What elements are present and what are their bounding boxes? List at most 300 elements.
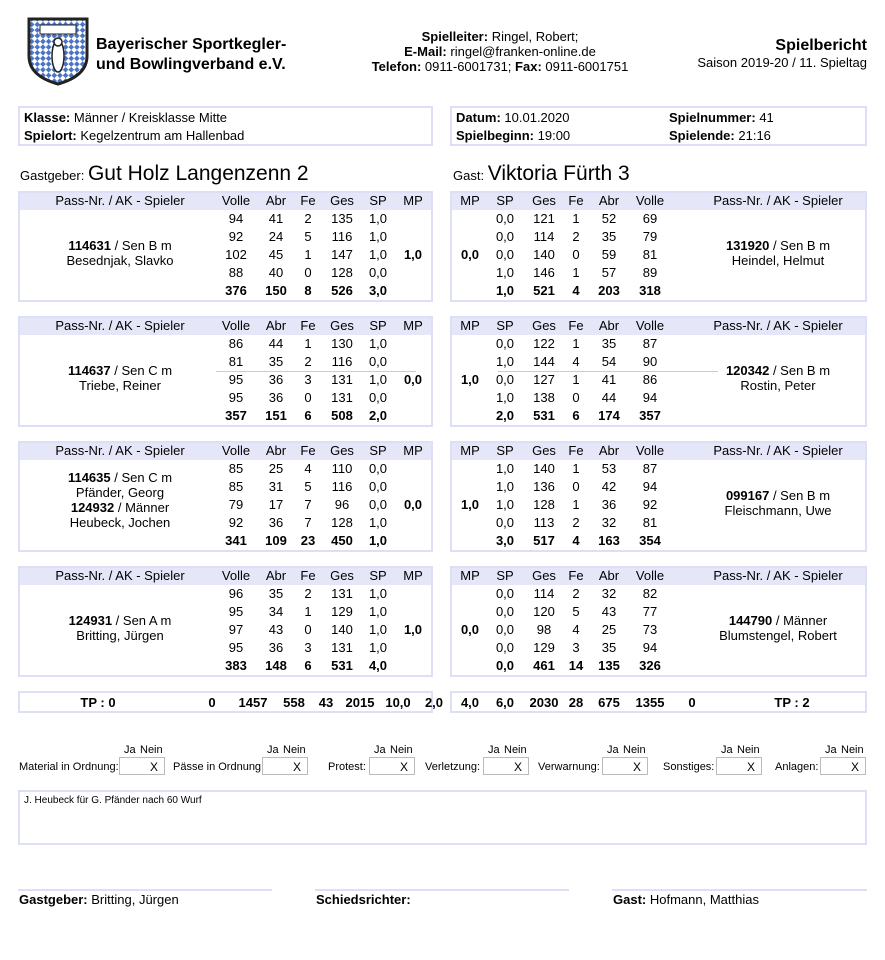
away-mp-value: 0,0 [460, 247, 480, 262]
player-pass-number: 114637 [67, 363, 111, 378]
player-age-class: / Sen B m [769, 488, 831, 503]
score-cell: 32 [601, 515, 617, 530]
away-col-header: MP [460, 443, 480, 458]
score-cell: 146 [533, 265, 555, 280]
player-name: Besednjak, Slavko [66, 253, 174, 268]
score-cell: 116 [331, 479, 353, 494]
player-info [25, 363, 215, 393]
player-info [25, 500, 215, 530]
home-substitution-separator [216, 371, 416, 372]
total-cell: 318 [639, 283, 661, 298]
home-panel-header [20, 443, 431, 460]
check-mark: X [293, 760, 302, 774]
score-cell: 1,0 [495, 479, 515, 494]
away-col-header: Volle [635, 443, 665, 458]
score-cell: 31 [268, 479, 284, 494]
check-box[interactable] [119, 757, 165, 775]
total-cell: 8 [304, 283, 312, 298]
score-cell: 7 [304, 515, 312, 530]
away-col-header: Ges [532, 318, 556, 333]
player-name: Blumstengel, Robert [719, 628, 837, 643]
total-cell: 341 [225, 533, 247, 548]
contact-block [330, 29, 670, 74]
score-cell: 97 [228, 622, 244, 637]
score-cell: 35 [601, 640, 617, 655]
association-name [96, 35, 286, 75]
away-col-header: SP [496, 318, 514, 333]
away-panel-header [452, 193, 865, 210]
home-col-header: Fe [300, 443, 316, 458]
away-col-header: Pass-Nr. / AK - Spieler [713, 443, 843, 458]
score-cell: 130 [331, 336, 353, 351]
score-cell: 43 [601, 604, 617, 619]
total-cell: 383 [225, 658, 247, 673]
player-name: Pfänder, Georg [75, 485, 165, 500]
spielnummer-label: Spielnummer: [669, 110, 756, 125]
score-cell: 102 [225, 247, 247, 262]
score-cell: 4 [572, 622, 580, 637]
score-cell: 0,0 [368, 461, 388, 476]
total-cell: 4 [572, 283, 580, 298]
score-cell: 1,0 [368, 211, 388, 226]
check-ja-header: Ja [267, 744, 279, 756]
score-cell: 138 [533, 390, 555, 405]
score-cell: 82 [642, 586, 658, 601]
info-left-box [18, 106, 433, 146]
email-label: E-Mail: [404, 44, 447, 59]
home-col-header: MP [403, 443, 423, 458]
score-cell: 25 [601, 622, 617, 637]
check-label: Pässe in Ordnung: [173, 761, 265, 773]
player-pass-number: 124932 [70, 500, 115, 515]
away-panel-body [452, 335, 865, 427]
check-label: Anlagen: [775, 761, 819, 773]
score-cell: 131 [331, 372, 353, 387]
home-col-header: Fe [300, 318, 316, 333]
score-cell: 4 [304, 461, 312, 476]
player-age-class: / Sen A m [112, 613, 172, 628]
player-info [25, 470, 215, 500]
score-cell: 94 [642, 640, 658, 655]
away-col-header: Ges [532, 568, 556, 583]
spielende-label: Spielende: [669, 128, 735, 143]
player-pass-line [683, 238, 873, 253]
away-total-value: 0 [688, 695, 696, 710]
player-info [683, 238, 873, 268]
score-cell: 41 [601, 372, 617, 387]
datum-label: Datum: [456, 110, 501, 125]
score-cell: 0,0 [495, 622, 515, 637]
player-pass-line [683, 488, 873, 503]
home-signature-line [18, 889, 272, 891]
home-col-header: SP [369, 568, 387, 583]
score-cell: 3 [304, 640, 312, 655]
home-col-header: SP [369, 193, 387, 208]
home-panel-body [20, 335, 431, 427]
check-label: Verwarnung: [538, 761, 600, 773]
player-pass-number: 120342 [725, 363, 770, 378]
remark-text: J. Heubeck für G. Pfänder nach 60 Wurf [24, 795, 202, 806]
score-cell: 1 [304, 336, 312, 351]
score-cell: 81 [228, 354, 244, 369]
score-cell: 40 [268, 265, 284, 280]
home-col-header: Pass-Nr. / AK - Spieler [55, 443, 185, 458]
score-cell: 17 [268, 497, 284, 512]
total-cell: 3,0 [368, 283, 388, 298]
away-col-header: Volle [635, 193, 665, 208]
total-cell: 461 [533, 658, 555, 673]
score-cell: 87 [642, 461, 658, 476]
score-cell: 0,0 [368, 497, 388, 512]
player-pass-number: 114631 [68, 238, 111, 253]
score-cell: 1,0 [368, 515, 388, 530]
player-age-class: / Sen C m [110, 470, 173, 485]
score-cell: 35 [601, 336, 617, 351]
email-value[interactable]: ringel@franken-online.de [450, 44, 596, 59]
home-col-header: MP [403, 568, 423, 583]
player-info [683, 613, 873, 643]
score-cell: 1 [572, 497, 580, 512]
away-panel-1 [450, 191, 867, 302]
home-col-header: Volle [221, 443, 251, 458]
score-cell: 127 [533, 372, 555, 387]
check-ja-header: Ja [124, 744, 136, 756]
total-cell: 376 [225, 283, 247, 298]
score-cell: 95 [228, 372, 244, 387]
home-panel-body [20, 585, 431, 677]
score-cell: 2 [572, 229, 580, 244]
score-cell: 36 [268, 515, 284, 530]
away-mp-value: 1,0 [460, 497, 480, 512]
total-cell: 526 [331, 283, 353, 298]
player-pass-number: 131920 [725, 238, 770, 253]
total-cell: 4 [572, 533, 580, 548]
score-cell: 92 [228, 515, 244, 530]
score-cell: 42 [601, 479, 617, 494]
total-cell: 326 [639, 658, 661, 673]
away-total-value: 4,0 [460, 695, 480, 710]
score-cell: 2 [304, 586, 312, 601]
score-cell: 34 [268, 604, 284, 619]
association-name-line2: und Bowlingverband e.V. [96, 56, 286, 73]
home-panel-4 [18, 566, 433, 677]
away-panel-header [452, 443, 865, 460]
score-cell: 57 [601, 265, 617, 280]
season-label: Saison 2019-20 / 11. Spieltag [697, 55, 867, 70]
home-signature-label: Gastgeber: [19, 892, 88, 907]
score-cell: 1,0 [495, 461, 515, 476]
check-box[interactable] [369, 757, 415, 775]
home-panel-header [20, 568, 431, 585]
score-cell: 77 [642, 604, 658, 619]
total-cell: 521 [533, 283, 555, 298]
check-box[interactable] [262, 757, 308, 775]
check-box[interactable] [602, 757, 648, 775]
home-panel-header [20, 318, 431, 335]
score-cell: 1,0 [368, 247, 388, 262]
association-name-line1: Bayerischer Sportkegler- [96, 36, 287, 53]
total-cell: 6 [304, 408, 312, 423]
away-col-header: Abr [598, 193, 620, 208]
home-total-value: 558 [283, 695, 305, 710]
score-cell: 25 [268, 461, 284, 476]
referee-signature-label: Schiedsrichter: [316, 892, 411, 907]
home-col-header: Volle [221, 193, 251, 208]
total-cell: 14 [568, 658, 584, 673]
home-col-header: SP [369, 318, 387, 333]
score-cell: 110 [331, 461, 353, 476]
score-cell: 54 [601, 354, 617, 369]
score-cell: 95 [228, 390, 244, 405]
score-cell: 136 [533, 479, 555, 494]
home-team-name: Gut Holz Langenzenn 2 [87, 162, 309, 185]
score-cell: 35 [268, 354, 284, 369]
score-cell: 92 [642, 497, 658, 512]
score-cell: 90 [642, 354, 658, 369]
away-total-value: 2030 [529, 695, 559, 710]
home-col-header: Volle [221, 568, 251, 583]
home-total-value: 0 [208, 695, 216, 710]
player-pass-line [683, 613, 873, 628]
home-total-value: 10,0 [385, 695, 411, 710]
score-cell: 5 [304, 479, 312, 494]
total-cell: 203 [598, 283, 620, 298]
home-col-header: Abr [265, 568, 287, 583]
check-mark: X [633, 760, 642, 774]
score-cell: 121 [533, 211, 555, 226]
away-col-header: MP [460, 318, 480, 333]
score-cell: 45 [268, 247, 284, 262]
score-cell: 1 [572, 461, 580, 476]
check-box[interactable] [483, 757, 529, 775]
score-cell: 44 [268, 336, 284, 351]
check-mark: X [150, 760, 159, 774]
total-cell: 357 [225, 408, 247, 423]
away-col-header: Volle [635, 318, 665, 333]
player-pass-number: 124931 [68, 613, 113, 628]
player-name: Fleischmann, Uwe [724, 503, 832, 518]
score-cell: 79 [642, 229, 658, 244]
score-cell: 94 [228, 211, 244, 226]
away-totals-bar [450, 691, 867, 713]
total-cell: 23 [300, 533, 316, 548]
score-cell: 0,0 [368, 479, 388, 494]
score-cell: 135 [331, 211, 353, 226]
score-cell: 0,0 [495, 336, 515, 351]
home-signature [19, 892, 179, 907]
away-col-header: SP [496, 193, 514, 208]
away-col-header: MP [460, 193, 480, 208]
score-cell: 1 [572, 336, 580, 351]
away-panel-4 [450, 566, 867, 677]
score-cell: 94 [642, 479, 658, 494]
score-cell: 43 [268, 622, 284, 637]
home-col-header: Abr [265, 443, 287, 458]
away-col-header: Fe [568, 318, 584, 333]
check-label: Protest: [328, 761, 366, 773]
score-cell: 24 [268, 229, 284, 244]
home-col-header: Ges [330, 193, 354, 208]
report-title-block [697, 37, 867, 71]
score-cell: 95 [228, 640, 244, 655]
player-age-class: / Männer [114, 500, 170, 515]
home-panel-header [20, 193, 431, 210]
check-box[interactable] [820, 757, 866, 775]
total-cell: 150 [265, 283, 287, 298]
score-cell: 95 [228, 604, 244, 619]
total-cell: 148 [265, 658, 287, 673]
score-cell: 3 [572, 640, 580, 655]
score-cell: 131 [331, 586, 353, 601]
home-col-header: Pass-Nr. / AK - Spieler [55, 318, 185, 333]
total-cell: 163 [598, 533, 620, 548]
score-cell: 0 [304, 265, 312, 280]
home-col-header: Abr [265, 193, 287, 208]
check-ja-header: Ja [488, 744, 500, 756]
total-cell: 354 [639, 533, 661, 548]
score-cell: 85 [228, 479, 244, 494]
score-cell: 86 [642, 372, 658, 387]
total-cell: 1,0 [495, 283, 515, 298]
check-nein-header: Nein [504, 744, 527, 756]
spielnummer-value: 41 [759, 110, 774, 125]
score-cell: 96 [334, 497, 350, 512]
score-cell: 36 [268, 372, 284, 387]
player-age-class: / Sen C m [110, 363, 173, 378]
home-total-value: TP : 0 [80, 695, 116, 710]
score-cell: 114 [533, 229, 555, 244]
player-info [683, 488, 873, 518]
score-cell: 0 [572, 479, 580, 494]
away-panel-2 [450, 316, 867, 427]
total-cell: 2,0 [368, 408, 388, 423]
check-nein-header: Nein [841, 744, 864, 756]
check-mark: X [851, 760, 860, 774]
home-col-header: Fe [300, 568, 316, 583]
score-cell: 1,0 [368, 372, 388, 387]
check-nein-header: Nein [140, 744, 163, 756]
check-mark: X [747, 760, 756, 774]
away-panel-body [452, 460, 865, 552]
score-cell: 7 [304, 497, 312, 512]
away-col-header: Abr [598, 443, 620, 458]
away-total-value: TP : 2 [774, 695, 810, 710]
score-cell: 1 [572, 211, 580, 226]
away-col-header: SP [496, 568, 514, 583]
player-pass-line [683, 363, 873, 378]
player-pass-line [25, 613, 215, 628]
score-cell: 131 [331, 390, 353, 405]
away-panel-header [452, 318, 865, 335]
away-panel-body [452, 210, 865, 302]
report-title: Spielbericht [775, 37, 867, 54]
home-col-header: Fe [300, 193, 316, 208]
score-cell: 1,0 [368, 586, 388, 601]
score-cell: 0 [572, 390, 580, 405]
home-total-value: 1457 [238, 695, 268, 710]
away-total-value: 1355 [635, 695, 665, 710]
check-label: Verletzung: [425, 761, 481, 773]
score-cell: 0,0 [495, 229, 515, 244]
home-col-header: Ges [330, 443, 354, 458]
player-pass-line [25, 363, 215, 378]
score-cell: 52 [601, 211, 617, 226]
home-panel-3 [18, 441, 433, 552]
check-box[interactable] [716, 757, 762, 775]
score-cell: 0,0 [495, 586, 515, 601]
player-info [25, 613, 215, 643]
score-cell: 86 [228, 336, 244, 351]
score-cell: 3 [304, 372, 312, 387]
score-cell: 1 [572, 372, 580, 387]
player-age-class: / Sen B m [110, 238, 172, 253]
score-cell: 1,0 [368, 336, 388, 351]
score-cell: 44 [601, 390, 617, 405]
away-signature-line [612, 889, 867, 891]
score-cell: 85 [228, 461, 244, 476]
score-cell: 1,0 [495, 354, 515, 369]
score-cell: 113 [533, 515, 555, 530]
score-cell: 0,0 [368, 354, 388, 369]
score-cell: 128 [331, 515, 353, 530]
score-cell: 88 [228, 265, 244, 280]
home-team-label: Gastgeber: [20, 168, 85, 183]
score-cell: 1,0 [495, 497, 515, 512]
away-col-header: Abr [598, 568, 620, 583]
remark-box[interactable] [18, 790, 867, 845]
player-pass-number: 099167 [725, 488, 770, 503]
total-cell: 135 [598, 658, 620, 673]
home-col-header: Pass-Nr. / AK - Spieler [55, 193, 185, 208]
player-pass-number: 114635 [67, 470, 111, 485]
player-pass-line [25, 238, 215, 253]
away-panel-header [452, 568, 865, 585]
score-cell: 53 [601, 461, 617, 476]
check-mark: X [400, 760, 409, 774]
away-panel-3 [450, 441, 867, 552]
total-cell: 450 [331, 533, 353, 548]
score-cell: 122 [533, 336, 555, 351]
score-cell: 35 [268, 586, 284, 601]
away-signature [613, 892, 759, 907]
check-label: Material in Ordnung: [19, 761, 119, 773]
score-cell: 128 [533, 497, 555, 512]
total-cell: 151 [265, 408, 287, 423]
total-cell: 3,0 [495, 533, 515, 548]
check-ja-header: Ja [825, 744, 837, 756]
beginn-value: 19:00 [537, 128, 571, 143]
score-cell: 140 [533, 461, 555, 476]
check-ja-header: Ja [607, 744, 619, 756]
score-cell: 98 [536, 622, 552, 637]
score-cell: 0,0 [495, 604, 515, 619]
away-col-header: Pass-Nr. / AK - Spieler [713, 568, 843, 583]
home-mp-value: 0,0 [403, 372, 423, 387]
score-cell: 0,0 [368, 265, 388, 280]
fax-label: Fax: [515, 59, 542, 74]
score-cell: 1,0 [368, 604, 388, 619]
away-col-header: Ges [532, 443, 556, 458]
total-cell: 174 [598, 408, 620, 423]
home-team-heading [20, 162, 309, 186]
beginn-label: Spielbeginn: [456, 128, 534, 143]
player-pass-number: 144790 [728, 613, 773, 628]
check-nein-header: Nein [283, 744, 306, 756]
tel-label: Telefon: [371, 59, 422, 74]
total-cell: 6 [304, 658, 312, 673]
home-total-value: 2,0 [424, 695, 444, 710]
score-cell: 144 [533, 354, 555, 369]
